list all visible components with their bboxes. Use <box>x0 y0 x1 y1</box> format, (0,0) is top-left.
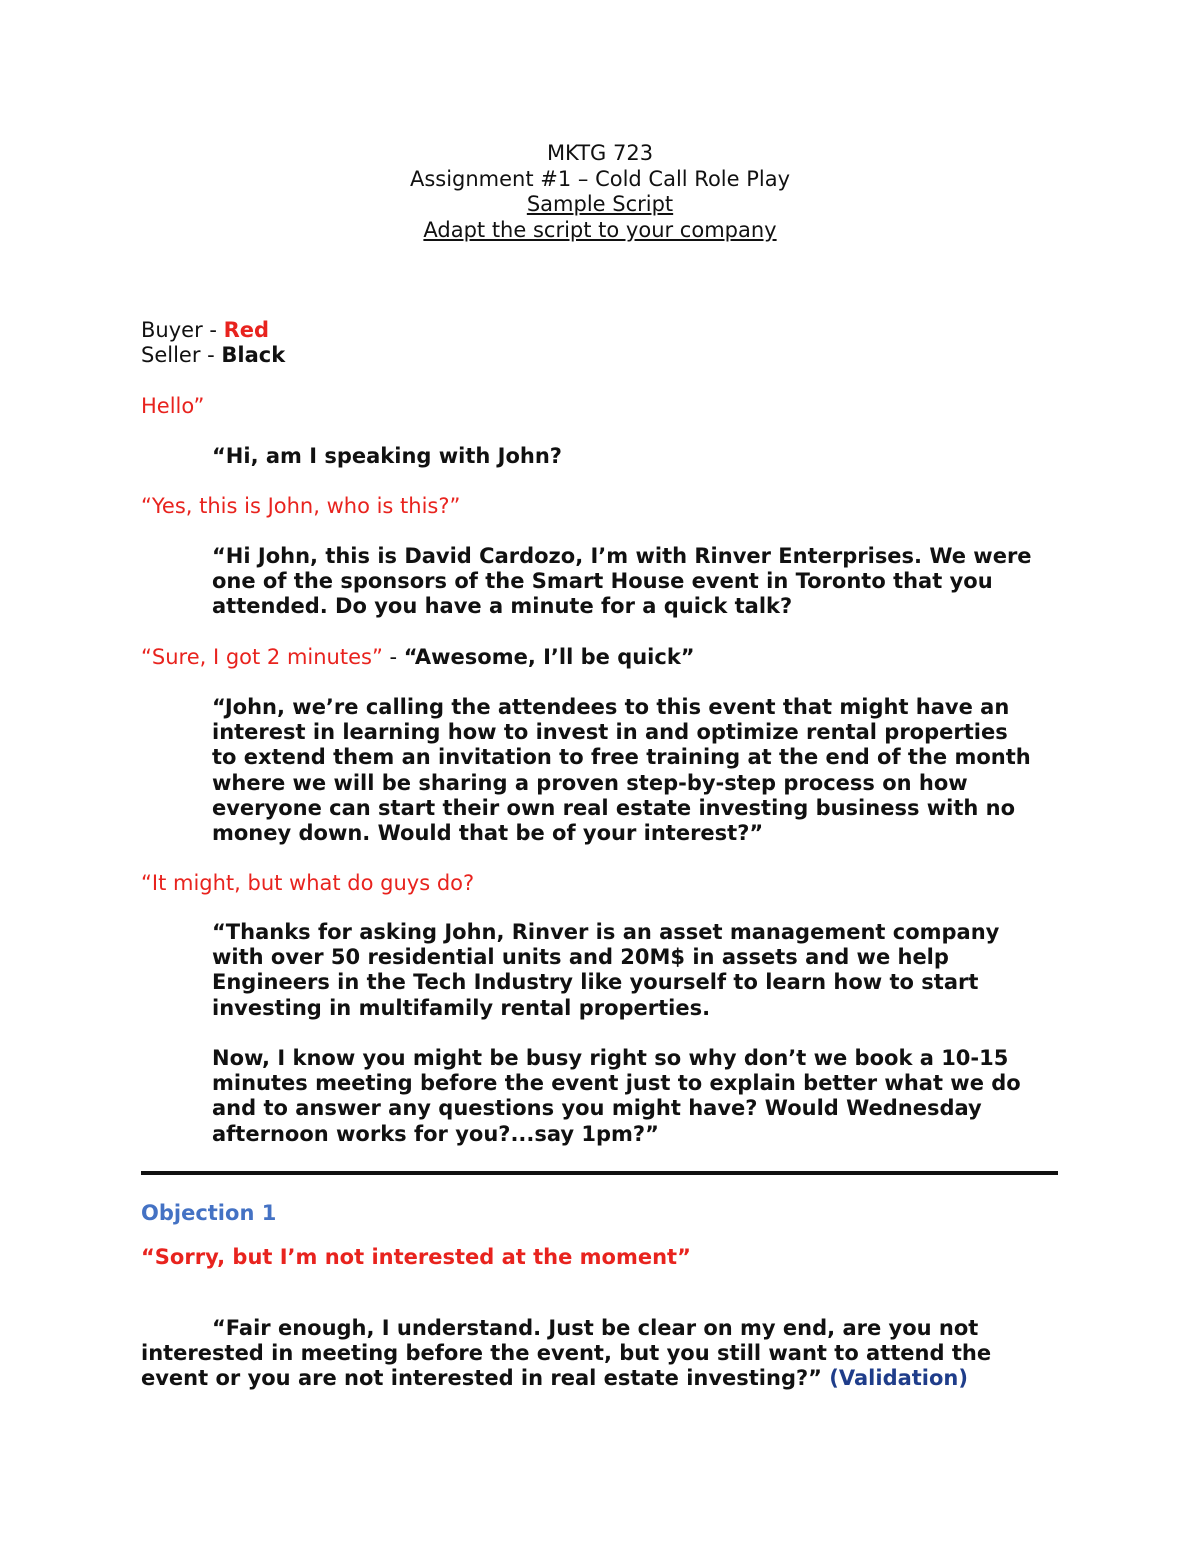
seller-paragraph-4-line: money down. Would that be of your interest?” <box>212 821 764 846</box>
buyer-line-3: “Sure, I got 2 minutes” <box>141 645 383 669</box>
legend-seller-value: Black <box>221 343 286 367</box>
buyer-line-2: “Yes, this is John, who is this?” <box>141 494 461 518</box>
legend-buyer-value: Red <box>223 318 270 342</box>
seller-paragraph-5-line: Engineers in the Tech Industry like yourself to learn how to start <box>212 970 979 995</box>
exchange-line-3 <box>141 645 695 669</box>
legend-seller-label: Seller - <box>141 343 222 367</box>
objection-seller-last-line <box>141 1366 991 1391</box>
document-header <box>0 141 1200 243</box>
section-divider <box>141 1171 1058 1175</box>
seller-paragraph-4-line: where we will be sharing a proven step-by-step process on how <box>212 770 968 795</box>
seller-paragraph-4 <box>212 695 1031 846</box>
buyer-line-1: Hello” <box>141 394 205 418</box>
seller-paragraph-2-line: one of the sponsors of the Smart House event in Toronto that you <box>212 569 993 594</box>
buyer-line-4: “It might, but what do guys do? <box>141 871 475 895</box>
objection-seller-line: interested in meeting before the event, but you still want to attend the <box>141 1341 992 1366</box>
legend-buyer-label: Buyer - <box>141 318 224 342</box>
seller-paragraph-2 <box>212 544 1032 620</box>
subtitle: Sample Script <box>526 192 674 216</box>
legend-seller <box>141 343 285 367</box>
assignment-title: Assignment #1 – Cold Call Role Play <box>409 166 791 191</box>
seller-paragraph-5-line: “Thanks for asking John, Rinver is an asset management company <box>212 920 1000 944</box>
seller-paragraph-4-line: interest in learning how to invest in and optimize rental properties <box>212 720 1008 745</box>
objection-seller-line: “Fair enough, I understand. Just be clear on my end, are you not <box>212 1316 979 1340</box>
seller-paragraph-4-line: “John, we’re calling the attendees to this event that might have an <box>212 695 1010 719</box>
seller-paragraph-6-line: and to answer any questions you might have? Would Wednesday <box>212 1096 982 1121</box>
seller-line-1: “Hi, am I speaking with John? <box>212 444 562 468</box>
objection-heading: Objection 1 <box>141 1201 277 1225</box>
objection-seller-paragraph <box>141 1316 991 1392</box>
seller-paragraph-5 <box>212 920 999 1021</box>
seller-line-3: “Awesome, I’ll be quick” <box>403 645 695 669</box>
objection-seller-line: event or you are not interested in real estate investing?” <box>141 1366 822 1391</box>
seller-paragraph-6-line: Now, I know you might be busy right so why don’t we book a 10-15 <box>212 1046 1009 1070</box>
legend-buyer <box>141 318 269 342</box>
seller-paragraph-6-line: minutes meeting before the event just to explain better what we do <box>212 1071 1021 1096</box>
seller-paragraph-2-line: attended. Do you have a minute for a quick talk? <box>212 594 793 619</box>
objection-buyer-line: “Sorry, but I’m not interested at the moment” <box>141 1245 691 1269</box>
seller-paragraph-2-line: “Hi John, this is David Cardozo, I’m with Rinver Enterprises. We were <box>212 544 1032 568</box>
seller-paragraph-4-line: to extend them an invitation to free training at the end of the month <box>212 745 1031 770</box>
exchange-separator: - <box>382 645 404 669</box>
seller-paragraph-6-line: afternoon works for you?...say 1pm?” <box>212 1121 659 1146</box>
seller-paragraph-5-line: investing in multifamily rental properties. <box>212 995 711 1020</box>
instruction: Adapt the script to your company <box>423 217 777 242</box>
validation-annotation: (Validation) <box>829 1366 968 1391</box>
seller-paragraph-5-line: with over 50 residential units and 20M$ in assets and we help <box>212 945 949 970</box>
seller-paragraph-4-line: everyone can start their own real estate investing business with no <box>212 795 1016 820</box>
course-code: MKTG 723 <box>546 141 654 165</box>
seller-paragraph-6 <box>212 1046 1021 1147</box>
